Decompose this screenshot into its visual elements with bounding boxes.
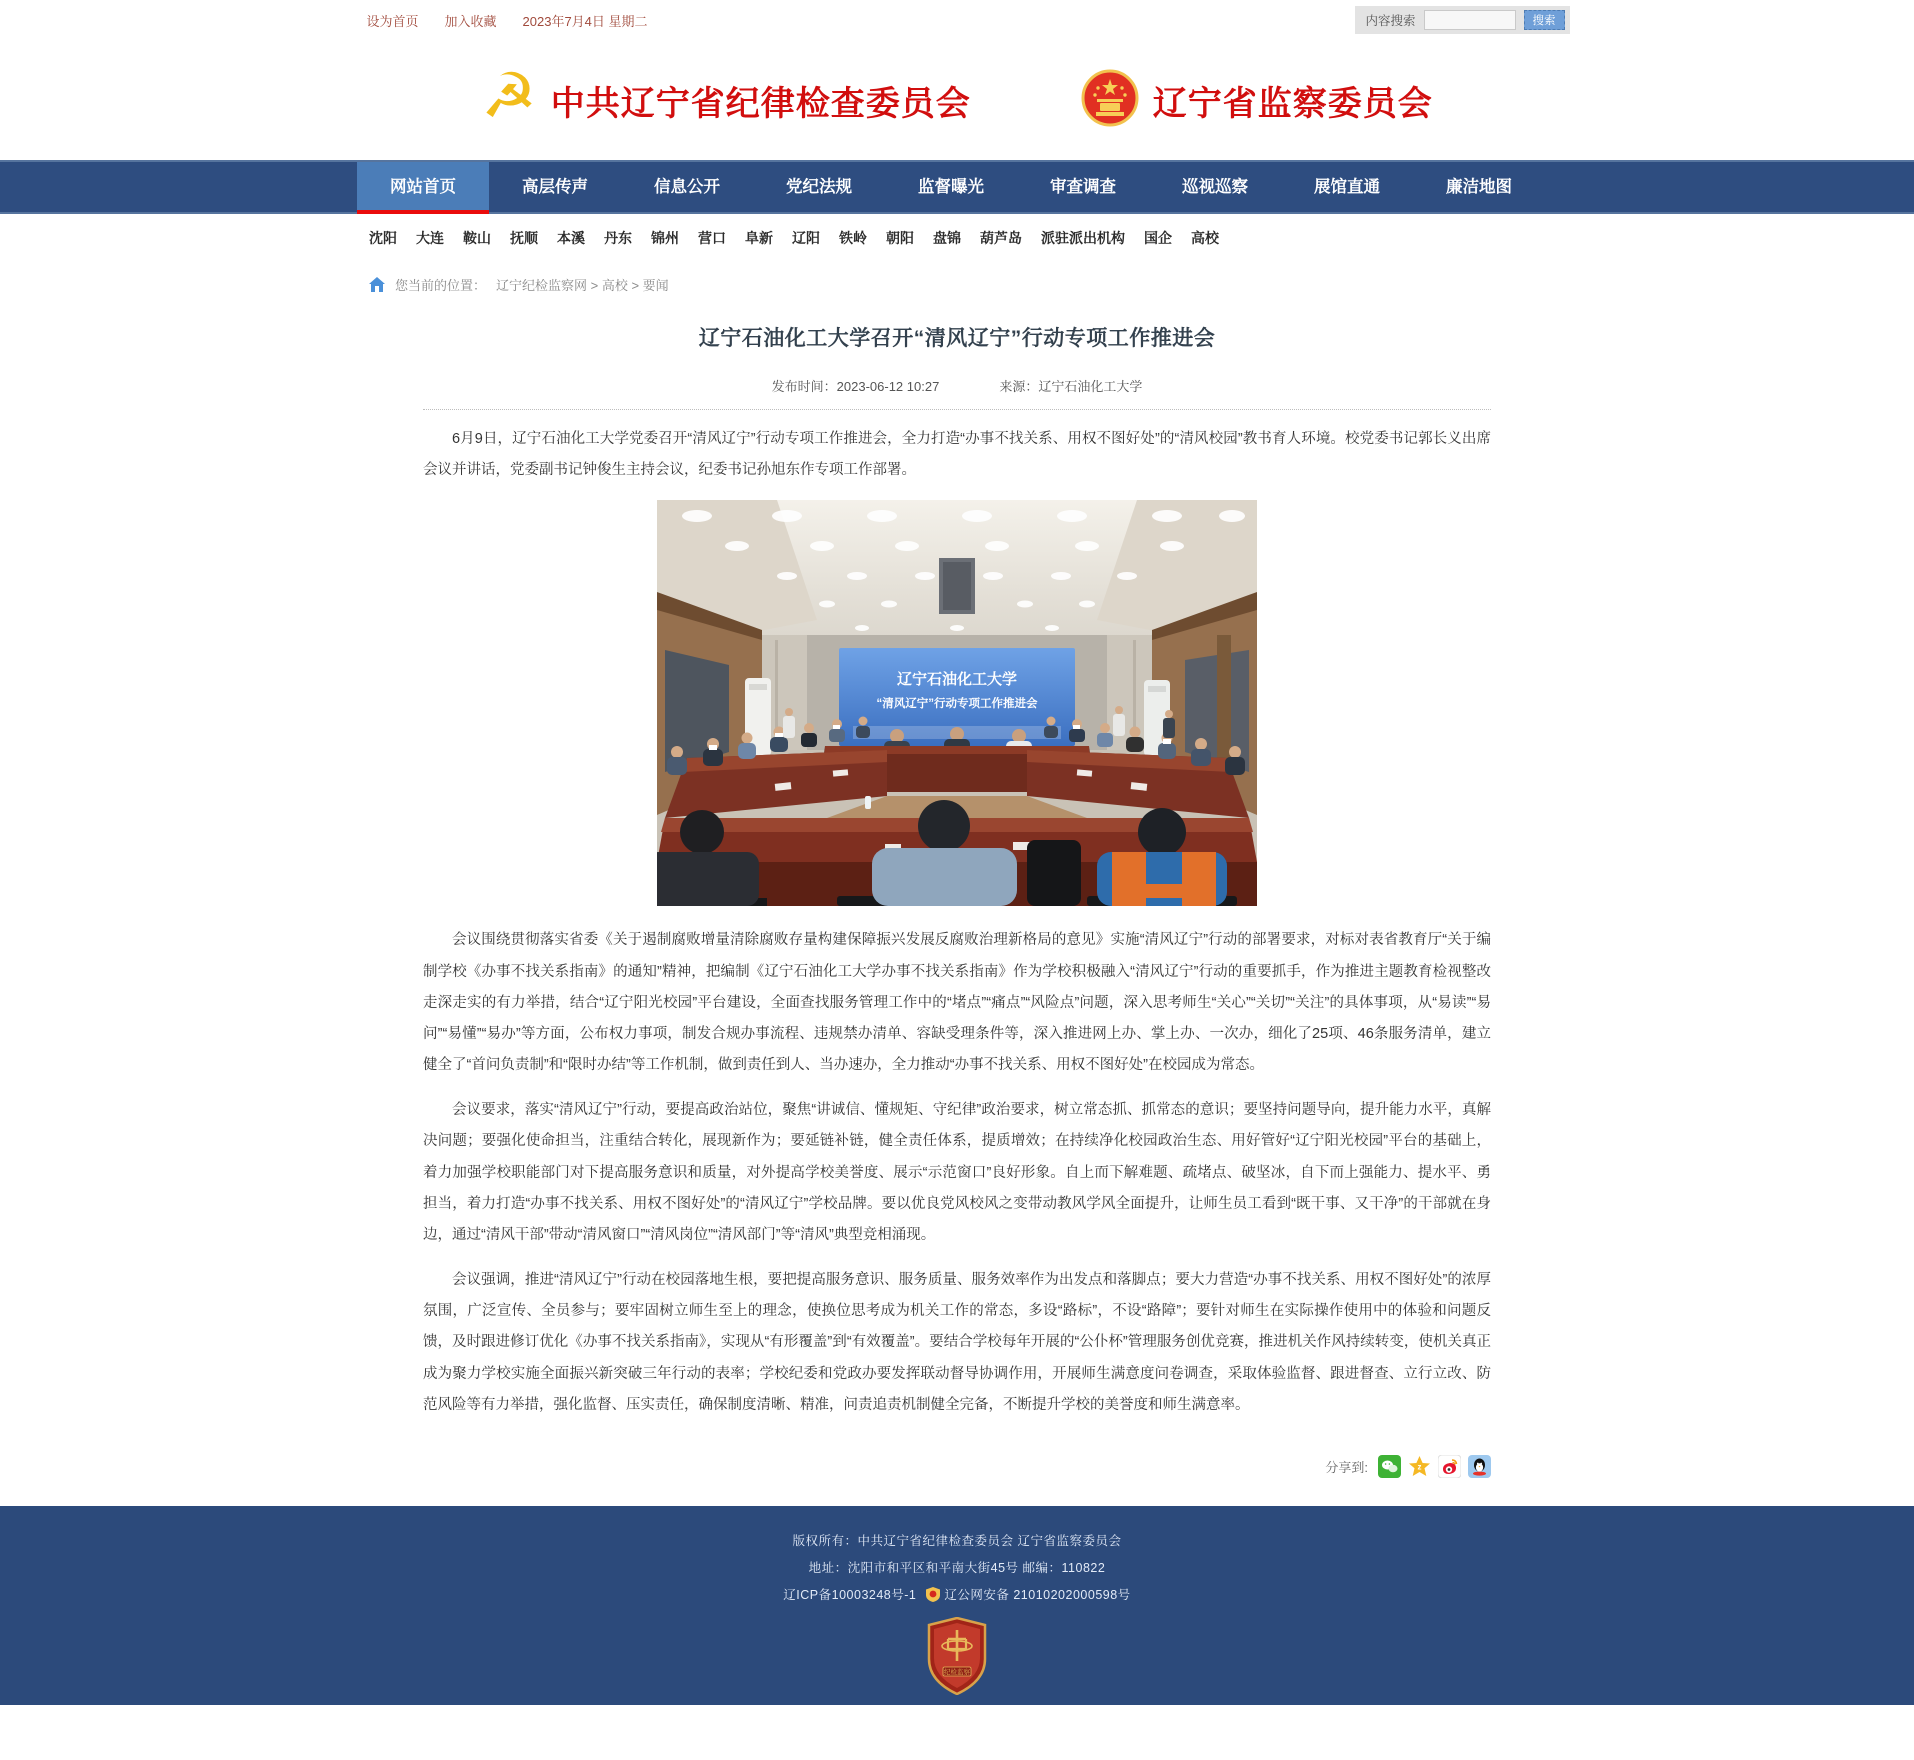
share-bar <box>423 1455 1491 1478</box>
police-badge-icon <box>926 1587 940 1605</box>
qq-icon[interactable] <box>1468 1455 1491 1478</box>
nav-item-inspection[interactable]: 巡视巡察 <box>1182 178 1248 196</box>
city-link[interactable]: 葫芦岛 <box>980 230 1022 246</box>
paragraph: 6月9日，辽宁石油化工大学党委召开“清风辽宁”行动专项工作推进会，全力打造“办事不找关系、用权不图好处”的“清风校园”教书育人环境。校党委书记郭长义出席会议并讲话，党委副书记钟俊生主持会议，纪委书记孙旭东作专项工作部署。 <box>423 431 1491 479</box>
article-source: 来源：辽宁石油化工大学 <box>999 379 1143 394</box>
city-link[interactable]: 鞍山 <box>463 230 491 246</box>
city-link[interactable]: 派驻派出机构 <box>1041 230 1125 246</box>
breadcrumb-row <box>0 262 1914 306</box>
paragraph: 会议要求，落实“清风辽宁”行动，要提高政治站位，聚焦“讲诚信、懂规矩、守纪律”政治要求，树立常态抓、抓常态的意识；要坚持问题导向，提升能力水平，真解决问题；要强化使命担当，注重结合转化，展现新作为；要延链补链，健全责任体系，提质增效；在持续净化校园政治生态、用好管好“辽宁阳光校园”平台的基础上，着力加强学校职能部门对下提高服务意识和质量，对外提高学校美誉度、展示“示范窗口”良好形象。自上而下解难题、疏堵点、破坚冰，自下而上强能力、提水平、勇担当，着力打造“办事不找关系、用权不图好处”的“清风辽宁”学校品牌。要以优良党风校风之变带动教风学风全面提升，让师生员工看到“既干事、又干净”的干部就在身边，通过“清风干部”带动“清风窗口”“清风岗位”“清风部门”等“清风”典型竞相涌现。 <box>423 1102 1491 1243</box>
site-header <box>0 40 1914 160</box>
search-input[interactable] <box>1424 10 1516 30</box>
main-nav <box>0 160 1914 214</box>
nav-item-info[interactable]: 信息公开 <box>654 178 720 196</box>
site-search <box>1355 6 1569 34</box>
set-home-link[interactable]: 设为首页 <box>366 13 419 29</box>
icp-number[interactable]: 辽ICP备10003248号-1 <box>783 1587 917 1602</box>
brand-supervisory-commission <box>1081 69 1433 132</box>
national-emblem-icon <box>1081 69 1139 132</box>
screen-title-line1: 辽宁石油化工大学 <box>896 671 1018 689</box>
city-link[interactable]: 锦州 <box>651 230 679 246</box>
police-number[interactable]: 辽公网安备 21010202000598号 <box>944 1587 1131 1602</box>
copyright-line: 版权所有：中共辽宁省纪律检查委员会 辽宁省监察委员会 <box>792 1533 1122 1548</box>
article-title: 辽宁石油化工大学召开“清风辽宁”行动专项工作推进会 <box>698 327 1216 350</box>
city-link[interactable]: 高校 <box>1191 230 1219 246</box>
wechat-icon[interactable] <box>1378 1455 1401 1478</box>
current-date: 2023年7月4日 星期二 <box>522 13 648 29</box>
address-line: 地址：沈阳市和平区和平南大街45号 邮编：110822 <box>808 1560 1106 1575</box>
article-body <box>423 424 1491 1421</box>
nav-item-exhibition[interactable]: 展馆直通 <box>1314 178 1380 196</box>
city-link[interactable]: 沈阳 <box>369 230 397 246</box>
breadcrumb-path[interactable]: 辽宁纪检监察网 > 高校 > 要闻 <box>496 277 669 293</box>
nav-item-exposure[interactable]: 监督曝光 <box>918 178 984 196</box>
city-link[interactable]: 抚顺 <box>510 230 538 246</box>
brand-discipline-commission <box>481 62 971 131</box>
site-title-1: 中共辽宁省纪律检查委员会 <box>550 84 971 123</box>
city-link[interactable]: 营口 <box>698 230 726 246</box>
article-photo <box>423 500 1491 911</box>
site-footer <box>0 1506 1914 1705</box>
weibo-icon[interactable] <box>1438 1455 1461 1478</box>
city-link[interactable]: 盘锦 <box>933 230 961 246</box>
share-label: 分享到: <box>1325 1459 1368 1475</box>
add-favorite-link[interactable]: 加入收藏 <box>444 13 497 29</box>
city-link[interactable]: 国企 <box>1144 230 1172 246</box>
nav-item-voice[interactable]: 高层传声 <box>522 178 588 196</box>
search-button[interactable]: 搜索 <box>1524 10 1565 30</box>
city-link[interactable]: 铁岭 <box>839 230 867 246</box>
city-link[interactable]: 朝阳 <box>886 230 914 246</box>
top-utility-bar <box>0 0 1914 40</box>
party-emblem-icon: ☭ <box>481 62 537 131</box>
article <box>357 322 1557 1478</box>
publish-time: 发布时间：2023-06-12 10:27 <box>771 379 940 394</box>
beian-line <box>0 1585 1914 1605</box>
city-link[interactable]: 本溪 <box>557 230 585 246</box>
nav-item-regulations[interactable]: 党纪法规 <box>786 178 852 196</box>
paragraph: 会议强调，推进“清风辽宁”行动在校园落地生根，要把提高服务意识、服务质量、服务效率作为出发点和落脚点；要大力营造“办事不找关系、用权不图好处”的浓厚氛围，广泛宣传、全员参与；要牢固树立师生至上的理念，使换位思考成为机关工作的常态，多设“路标”，不设“路障”；要针对师生在实际操作使用中的体验和问题反馈，及时跟进修订优化《办事不找关系指南》，实现从“有形覆盖”到“有效覆盖”。要结合学校每年开展的“公仆杯”管理服务创优竞赛，推进机关作风持续转变，使机关真正成为聚力学校实施全面振兴新突破三年行动的表率；学校纪委和党政办要发挥联动督导协调作用，开展师生满意度问卷调查，采取体验监督、跟进督查、立行立改、防范风险等有力举措，强化监督、压实责任，确保制度清晰、精准，问责追责机制健全完备，不断提升学校的美誉度和师生满意率。 <box>423 1272 1491 1413</box>
home-icon <box>369 277 385 292</box>
nav-item-home[interactable]: 网站首页 <box>357 162 489 212</box>
city-nav <box>0 214 1914 262</box>
footer-emblem <box>0 1617 1914 1695</box>
city-link[interactable]: 辽阳 <box>792 230 820 246</box>
qzone-icon[interactable] <box>1408 1455 1431 1478</box>
search-label: 内容搜索 <box>1365 14 1416 28</box>
nav-item-investigation[interactable]: 审查调查 <box>1050 178 1116 196</box>
nav-item-map[interactable]: 廉洁地图 <box>1446 178 1512 196</box>
city-link[interactable]: 丹东 <box>604 230 632 246</box>
breadcrumb-prefix: 您当前的位置： <box>395 277 487 293</box>
city-link[interactable]: 阜新 <box>745 230 773 246</box>
svg-text:z: z <box>1417 1462 1422 1472</box>
footer-emblem-label: 纪检监察 <box>944 1668 970 1676</box>
article-meta <box>423 376 1491 410</box>
paragraph: 会议围绕贯彻落实省委《关于遏制腐败增量清除腐败存量构建保障振兴发展反腐败治理新格局的意见》实施“清风辽宁”行动的部署要求，对标对表省教育厅“关于编制学校《办事不找关系指南》的通知”精神，把编制《辽宁石油化工大学办事不找关系指南》作为学校积极融入“清风辽宁”行动的重要抓手，作为推进主题教育检视整改走深走实的有力举措，结合“辽宁阳光校园”平台建设，全面查找服务管理工作中的“堵点”“痛点”“风险点”问题，深入思考师生“关心”“关切”“关注”的具体事项，从“易读”“易问”“易懂”“易办”等方面，公布权力事项，制发合规办事流程、违规禁办清单、容缺受理条件等，深入推进网上办、掌上办、一次办，细化了25项、46条服务清单，建立健全了“首问负责制”和“限时办结”等工作机制，做到责任到人、当办速办，全力推动“办事不找关系、用权不图好处”在校园成为常态。 <box>423 932 1491 1074</box>
city-link[interactable]: 大连 <box>416 230 444 246</box>
site-title-2: 辽宁省监察委员会 <box>1152 84 1433 123</box>
screen-title-line2: “清风辽宁”行动专项工作推进会 <box>876 698 1038 711</box>
